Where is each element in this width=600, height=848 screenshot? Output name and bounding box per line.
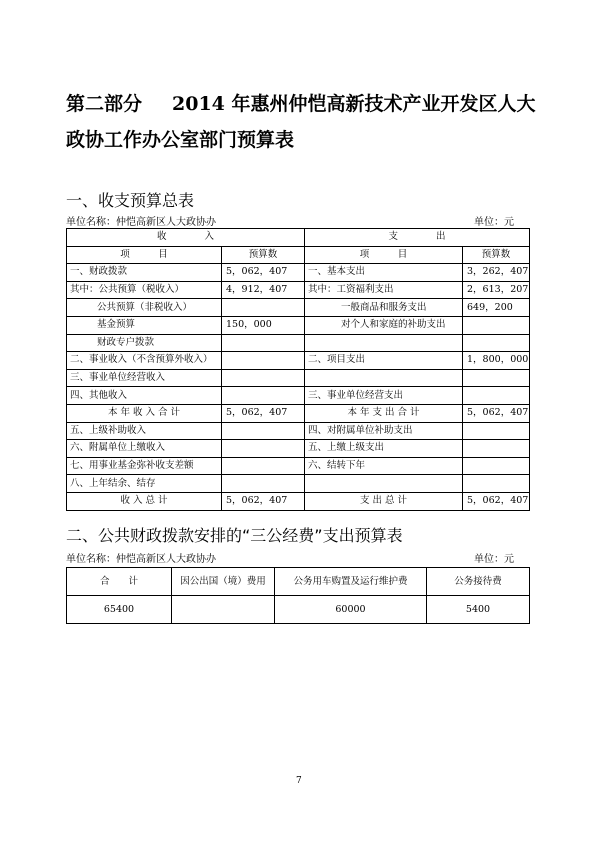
income-item: 基金预算: [67, 316, 222, 334]
income-item: 八、上年结余、结存: [67, 475, 222, 493]
total-col-header: 合 计: [67, 568, 172, 596]
income-budget-col-header: 预算数: [222, 246, 305, 264]
expense-value: [463, 369, 530, 387]
income-total-label: 收 入 总 计: [67, 492, 222, 510]
income-item: 六、附属单位上缴收入: [67, 440, 222, 458]
expense-value: 2，613，207: [463, 281, 530, 299]
three-public-expenses-table: [66, 567, 530, 624]
section1-heading: 一、收支预算总表: [66, 191, 195, 210]
overseas-value: [172, 596, 275, 624]
table-row: [67, 492, 530, 510]
income-subtotal-label: 本 年 收 入 合 计: [67, 404, 222, 422]
income-item: 七、用事业基金弥补收支差额: [67, 457, 222, 475]
table-row: [67, 440, 530, 458]
section2-unit-row: [66, 550, 530, 564]
section1-unit-row: [66, 213, 530, 227]
expense-item: [305, 475, 463, 493]
overseas-col-header: 因公出国（境）费用: [172, 568, 275, 596]
expense-subtotal-value: 5，062，407: [463, 404, 530, 422]
expense-value: 1，800，000: [463, 352, 530, 370]
title-part-label: 第二部分: [66, 93, 143, 115]
reception-col-header: 公务接待费: [427, 568, 530, 596]
expense-item: [305, 369, 463, 387]
income-item: 公共预算（非税收入）: [67, 299, 222, 317]
expense-total-label: 支 出 总 计: [305, 492, 463, 510]
vehicle-col-header: 公务用车购置及运行维护费: [275, 568, 427, 596]
table-row: [67, 596, 530, 624]
table-row: [67, 316, 530, 334]
expense-item: 其中：工资福利支出: [305, 281, 463, 299]
income-value: [222, 475, 305, 493]
expense-value: [463, 334, 530, 352]
vehicle-value: 60000: [275, 596, 427, 624]
table-row: [67, 457, 530, 475]
table-subheader-row: [67, 246, 530, 264]
expense-value: [463, 475, 530, 493]
expense-value: [463, 440, 530, 458]
expense-item: 六、结转下年: [305, 457, 463, 475]
income-total-value: 5，062，407: [222, 492, 305, 510]
expense-value: [463, 457, 530, 475]
table-row: [67, 299, 530, 317]
table-row: [67, 369, 530, 387]
reception-value: 5400: [427, 596, 530, 624]
expense-value: [463, 387, 530, 405]
expense-budget-col-header: 预算数: [463, 246, 530, 264]
title-line-2: 政协工作办公室部门预算表: [66, 129, 295, 151]
income-value: 5，062，407: [222, 264, 305, 282]
income-value: [222, 334, 305, 352]
expense-subtotal-label: 本 年 支 出 合 计: [305, 404, 463, 422]
income-value: [222, 422, 305, 440]
income-item-col-header: 项 目: [67, 246, 222, 264]
total-value: 65400: [67, 596, 172, 624]
income-value: 150，000: [222, 316, 305, 334]
expense-value: 649，200: [463, 299, 530, 317]
expense-item: 对个人和家庭的补助支出: [305, 316, 463, 334]
expense-item: 二、项目支出: [305, 352, 463, 370]
table-row: [67, 334, 530, 352]
table-row: [67, 352, 530, 370]
expense-value: [463, 316, 530, 334]
expense-header: 支 出: [305, 229, 530, 247]
income-item: 四、其他收入: [67, 387, 222, 405]
income-value: [222, 369, 305, 387]
income-item: 其中：公共预算（税收入）: [67, 281, 222, 299]
table-row: [67, 475, 530, 493]
expense-item: 五、上缴上级支出: [305, 440, 463, 458]
table-row: [67, 422, 530, 440]
table-row: [67, 387, 530, 405]
section2-unit-name: 单位名称：仲恺高新区人大政协办: [66, 554, 216, 565]
section1-unit-name: 单位名称：仲恺高新区人大政协办: [66, 217, 216, 228]
table-row: [67, 281, 530, 299]
expense-value: [463, 422, 530, 440]
income-item: 财政专户拨款: [67, 334, 222, 352]
income-header: 收 入: [67, 229, 305, 247]
expense-item: 一般商品和服务支出: [305, 299, 463, 317]
income-value: 4，912，407: [222, 281, 305, 299]
expense-value: 3，262，407: [463, 264, 530, 282]
table-header-row: [67, 229, 530, 247]
income-value: [222, 457, 305, 475]
expense-item: 四、对附属单位补助支出: [305, 422, 463, 440]
expense-item: 一、基本支出: [305, 264, 463, 282]
section1-unit-label: 单位：元: [474, 217, 514, 228]
table-row: [67, 404, 530, 422]
table-header-row: [67, 568, 530, 596]
section2-unit-label: 单位：元: [474, 554, 514, 565]
page-number: 7: [296, 776, 302, 786]
income-item: 一、财政拨款: [67, 264, 222, 282]
budget-summary-table: [66, 228, 530, 511]
page-title: [66, 86, 546, 158]
expense-total-value: 5，062，407: [463, 492, 530, 510]
income-value: [222, 440, 305, 458]
income-item: 三、事业单位经营收入: [67, 369, 222, 387]
income-item: 五、上级补助收入: [67, 422, 222, 440]
title-line-1: [66, 86, 546, 122]
expense-item-col-header: 项 目: [305, 246, 463, 264]
expense-item: 三、事业单位经营支出: [305, 387, 463, 405]
section2-heading: 二、公共财政拨款安排的“三公经费”支出预算表: [66, 526, 403, 545]
table-row: [67, 264, 530, 282]
income-value: [222, 387, 305, 405]
income-subtotal-value: 5，062，407: [222, 404, 305, 422]
title-main-text: 2014 年惠州仲恺高新技术产业开发区人大: [172, 93, 536, 115]
income-value: [222, 352, 305, 370]
income-value: [222, 299, 305, 317]
expense-item: [305, 334, 463, 352]
income-item: 二、事业收入（不含预算外收入）: [67, 352, 222, 370]
